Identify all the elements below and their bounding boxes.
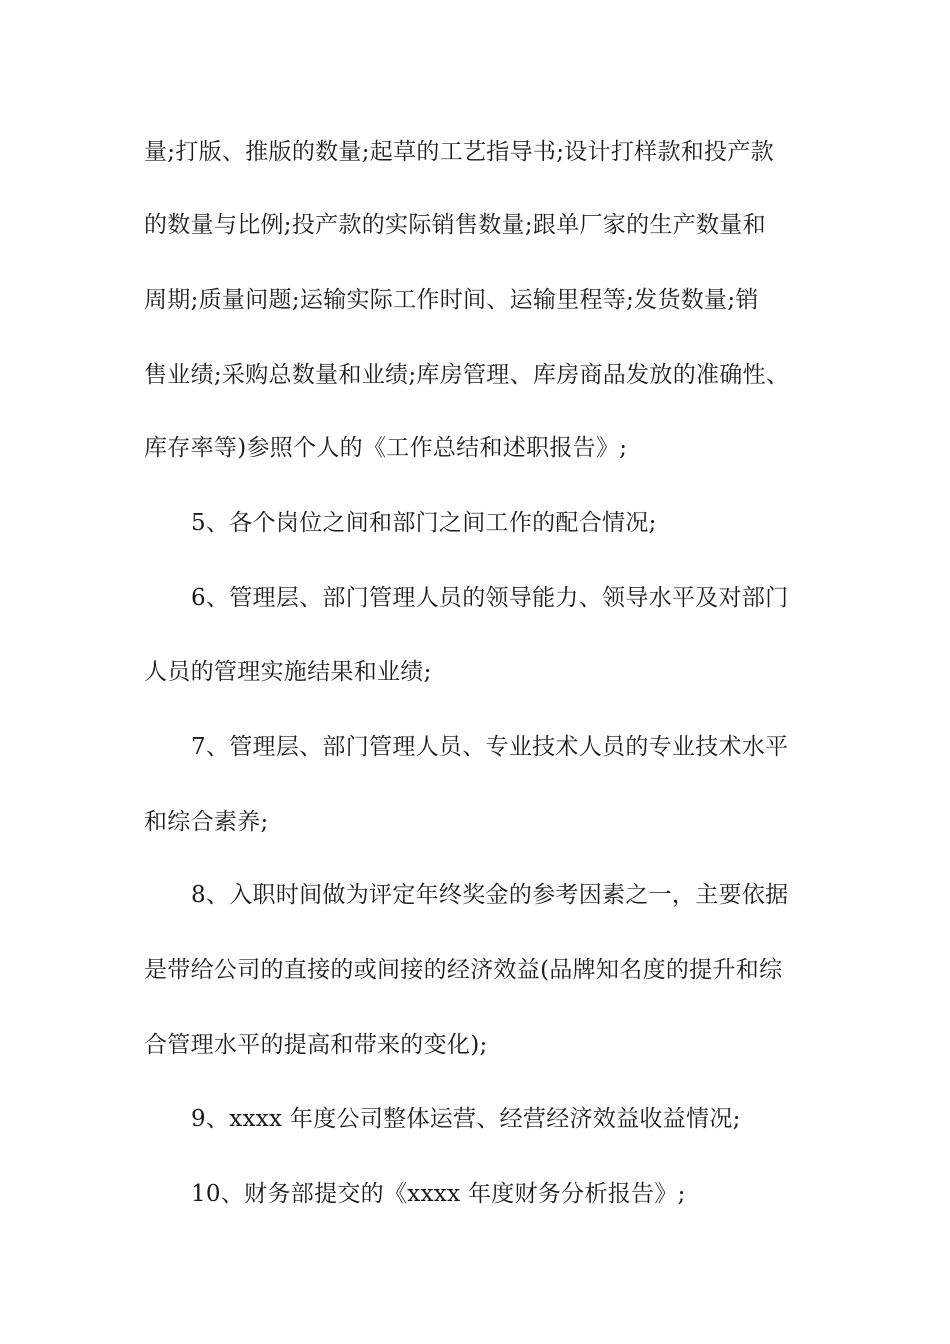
text-line: 合管理水平的提高和带来的变化); bbox=[144, 1032, 488, 1058]
text-line: 售业绩;采购总数量和业绩;库房管理、库房商品发放的准确性、 bbox=[144, 362, 790, 388]
text-line: 库存率等)参照个人的《工作总结和述职报告》; bbox=[144, 435, 628, 461]
list-item-5: 5、各个岗位之间和部门之间工作的配合情况; bbox=[191, 510, 657, 536]
list-item-8: 8、入职时间做为评定年终奖金的参考因素之一，主要依据 bbox=[191, 882, 789, 908]
list-item-9: 9、xxxx 年度公司整体运营、经营经济效益收益情况; bbox=[191, 1106, 741, 1132]
text-line: 量;打版、推版的数量;起草的工艺指导书;设计打样款和投产款 bbox=[144, 139, 774, 165]
list-item-10: 10、财务部提交的《xxxx 年度财务分析报告》; bbox=[191, 1181, 686, 1207]
text-line: 是带给公司的直接的或间接的经济效益(品牌知名度的提升和综 bbox=[144, 957, 783, 983]
text-line: 周期;质量问题;运输实际工作时间、运输里程等;发货数量;销 bbox=[144, 287, 759, 313]
list-item-6: 6、管理层、部门管理人员的领导能力、领导水平及对部门 bbox=[191, 585, 789, 611]
text-line: 的数量与比例;投产款的实际销售数量;跟单厂家的生产数量和 bbox=[144, 212, 766, 238]
list-item-7: 7、管理层、部门管理人员、专业技术人员的专业技术水平 bbox=[191, 734, 789, 760]
text-line: 人员的管理实施结果和业绩; bbox=[144, 659, 432, 685]
text-line: 和综合素养; bbox=[144, 809, 269, 835]
